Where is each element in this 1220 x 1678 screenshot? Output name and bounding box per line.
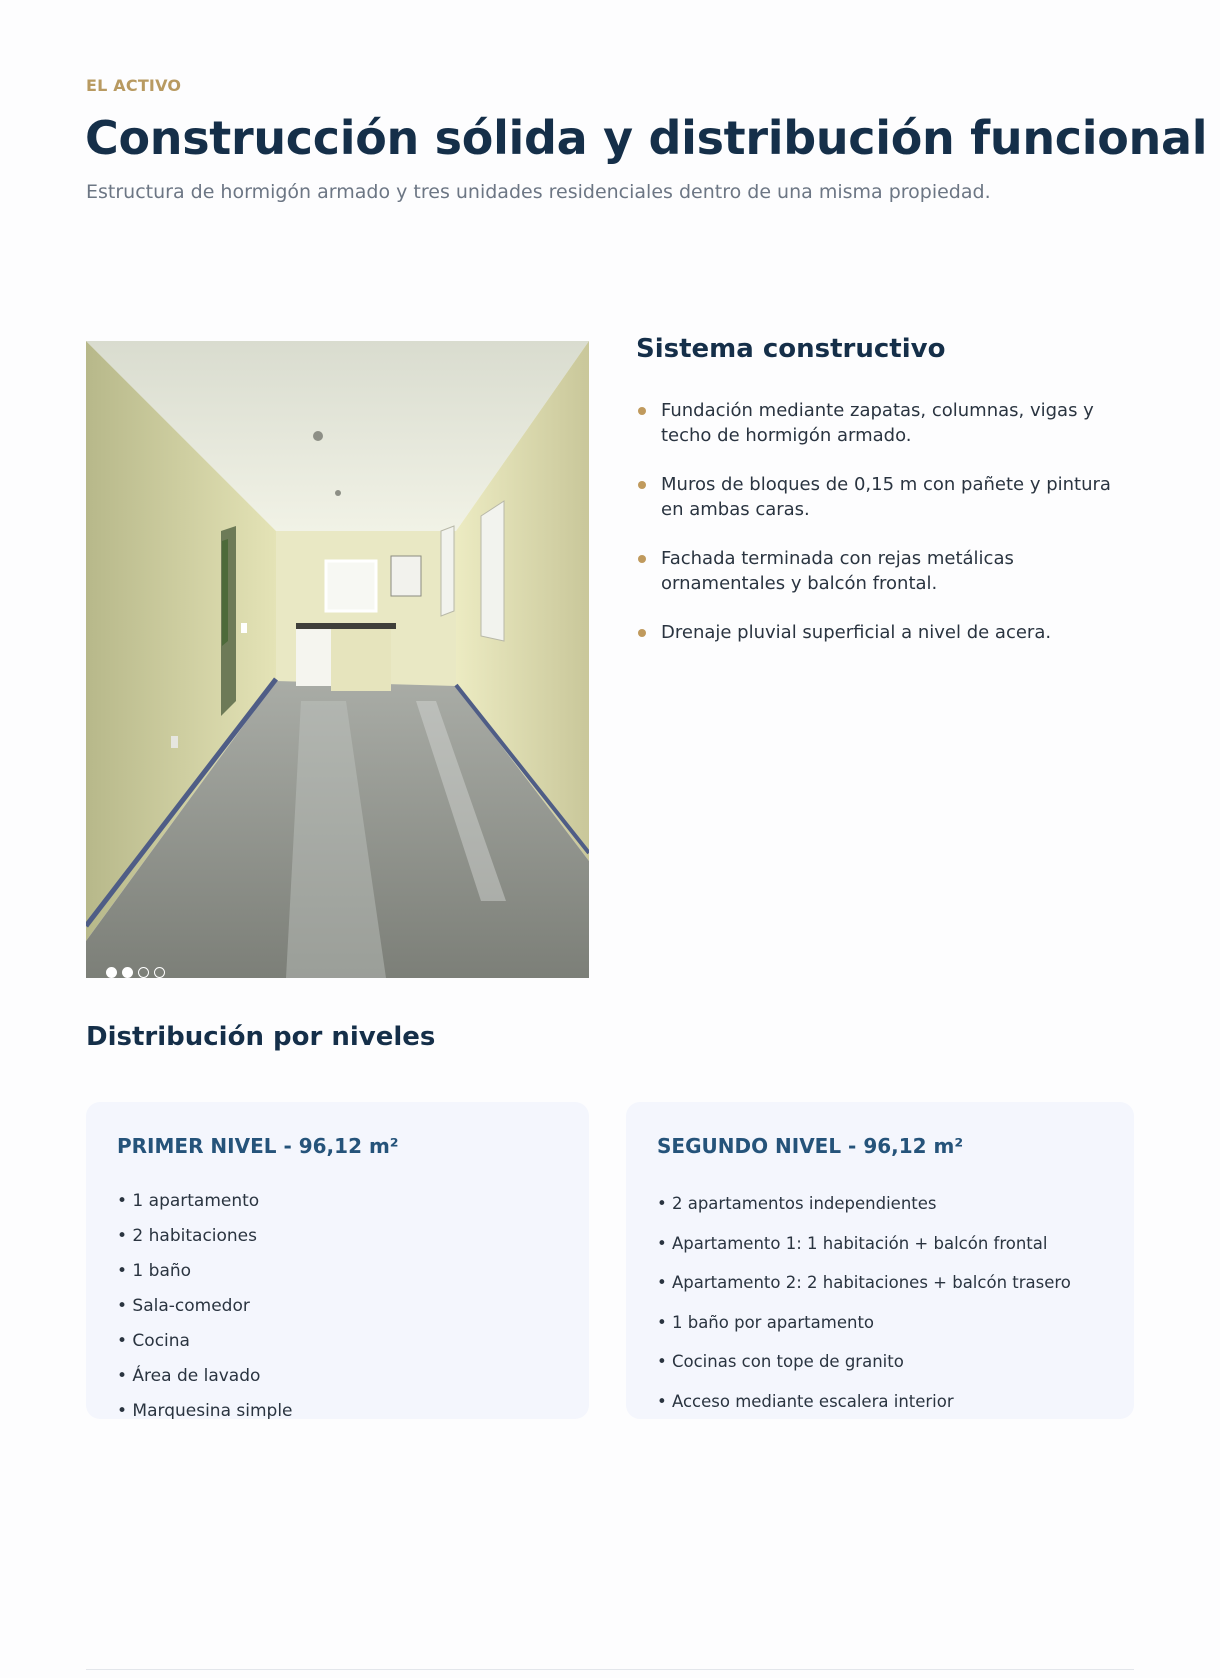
list-item: • 2 habitaciones xyxy=(117,1226,258,1246)
list-item: • Área de lavado xyxy=(117,1366,261,1386)
list-item: • Sala-comedor xyxy=(117,1296,250,1316)
list-item-text: Muros de bloques de 0,15 m con pañete y pintura en ambas caras. xyxy=(661,474,1111,520)
gallery-pagination xyxy=(106,967,165,978)
level-card-heading: PRIMER NIVEL - 96,12 m² xyxy=(117,1134,399,1158)
page-subtitle: Estructura de hormigón armado y tres unidades residenciales dentro de una misma propiedad. xyxy=(86,181,991,203)
interior-hallway-photo xyxy=(86,341,589,978)
list-item xyxy=(636,472,1136,522)
level-features-list xyxy=(117,1184,293,1419)
list-item-text: Fachada terminada con rejas metálicas ornamentales y balcón frontal. xyxy=(661,548,1014,594)
list-item: • Cocinas con tope de granito xyxy=(657,1352,904,1371)
gallery-dot-3[interactable] xyxy=(138,967,149,978)
sistema-constructivo-list xyxy=(636,398,1136,669)
level-card-heading: SEGUNDO NIVEL - 96,12 m² xyxy=(657,1134,964,1158)
gallery-dot-2[interactable] xyxy=(122,967,133,978)
list-item: • 1 baño xyxy=(117,1261,192,1281)
property-photo-gallery[interactable] xyxy=(86,341,589,978)
level-features-list xyxy=(657,1184,1071,1419)
list-item: • Apartamento 2: 2 habitaciones + balcón trasero xyxy=(657,1273,1071,1292)
bullet-dot-icon xyxy=(638,555,646,563)
bullet-dot-icon xyxy=(638,481,646,489)
footer-divider xyxy=(86,1669,1134,1670)
list-item: • Apartamento 1: 1 habitación + balcón frontal xyxy=(657,1233,1048,1253)
sistema-constructivo-title: Sistema constructivo xyxy=(636,334,946,364)
list-item: • Marquesina simple xyxy=(117,1401,293,1419)
list-item: • Acceso mediante escalera interior xyxy=(657,1391,954,1411)
level-card-primer-nivel xyxy=(86,1102,589,1419)
list-item-text: Fundación mediante zapatas, columnas, vigas y techo de hormigón armado. xyxy=(661,400,1094,446)
level-card-segundo-nivel xyxy=(626,1102,1134,1419)
list-item xyxy=(636,620,1136,645)
page-title: Construcción sólida y distribución funcional xyxy=(85,111,1208,165)
distribucion-title: Distribución por niveles xyxy=(86,1022,436,1052)
list-item-text: Drenaje pluvial superficial a nivel de acera. xyxy=(661,622,1052,643)
gallery-dot-4[interactable] xyxy=(154,967,165,978)
list-item: • 1 baño por apartamento xyxy=(657,1312,875,1332)
list-item xyxy=(636,398,1136,448)
gallery-dot-1[interactable] xyxy=(106,967,117,978)
list-item: • Cocina xyxy=(117,1331,190,1351)
section-eyebrow: EL ACTIVO xyxy=(86,76,182,95)
bullet-dot-icon xyxy=(638,629,646,637)
list-item: • 2 apartamentos independientes xyxy=(657,1194,937,1213)
list-item: • 1 apartamento xyxy=(117,1191,260,1211)
list-item xyxy=(636,546,1136,596)
bullet-dot-icon xyxy=(638,407,646,415)
